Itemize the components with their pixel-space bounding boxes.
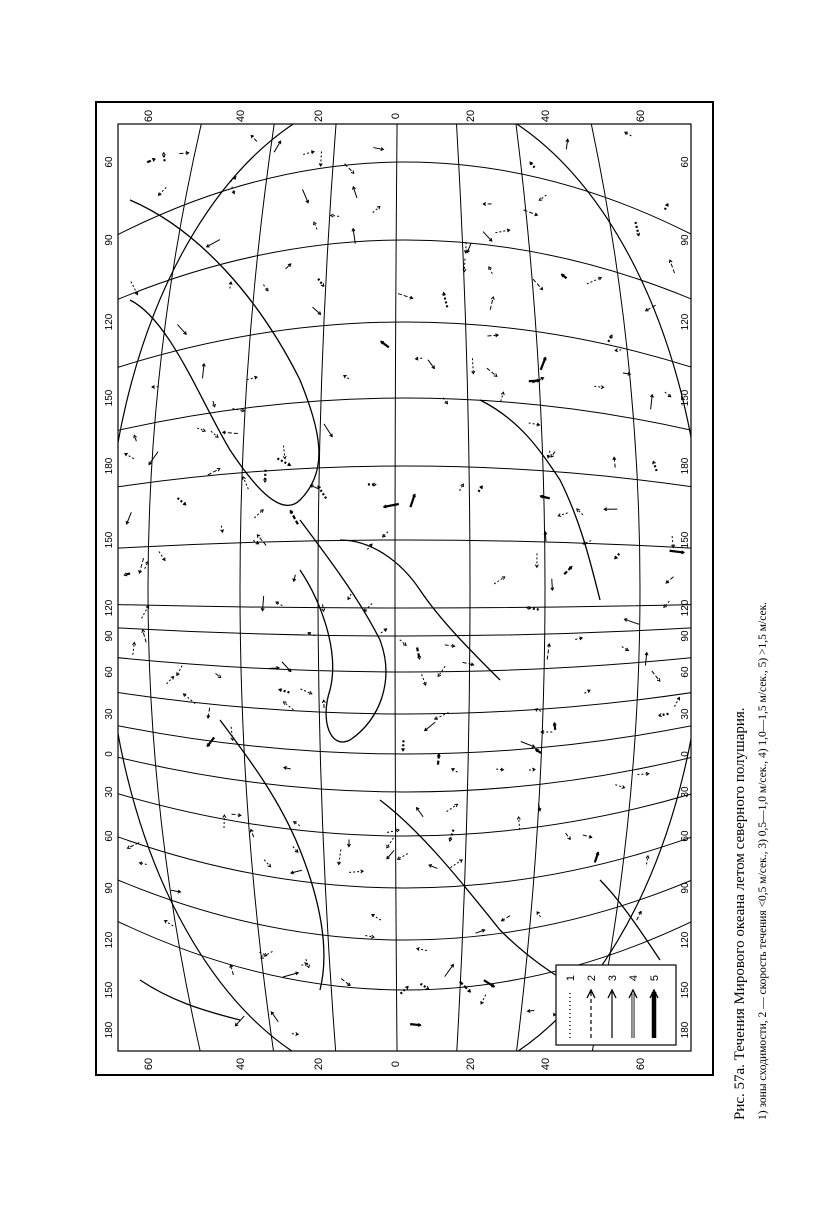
parallel-line <box>318 110 337 1070</box>
lat-label-bottom: 40 <box>540 1058 552 1070</box>
current-arrowhead <box>142 630 145 633</box>
map-outer-frame <box>96 102 713 1075</box>
current-arrowhead <box>127 846 130 849</box>
lon-label-left: 120 <box>104 599 115 616</box>
current-arrow <box>274 141 281 152</box>
current-arrowhead <box>283 456 286 459</box>
current-arrow <box>428 360 434 369</box>
caption-group <box>732 602 769 1120</box>
current-arrow <box>177 498 185 505</box>
current-arrow <box>282 662 291 672</box>
current-arrowhead <box>307 965 310 968</box>
current-arrow <box>302 189 308 202</box>
lat-label-top: 60 <box>143 110 155 122</box>
lon-label-right: 150 <box>680 981 691 998</box>
lon-label-left: 150 <box>104 531 115 548</box>
current-arrowhead <box>243 477 246 480</box>
lat-label-top: 0 <box>390 113 402 119</box>
meridian-line <box>110 834 700 888</box>
current-arrowhead <box>322 608 325 611</box>
meridian-line <box>110 755 700 792</box>
current-arrow <box>158 187 166 195</box>
current-arrow <box>261 951 272 958</box>
coastline <box>480 400 600 600</box>
current-arrowhead <box>331 214 334 217</box>
current-arrow <box>417 808 424 817</box>
current-arrow <box>159 551 165 560</box>
current-arrow <box>564 566 572 574</box>
current-arrow <box>387 838 394 848</box>
lon-label-left: 0 <box>104 751 115 757</box>
coastline <box>130 200 319 505</box>
lon-label-right: 90 <box>680 234 691 246</box>
meridian-line <box>110 398 700 432</box>
lon-label-right: 0 <box>680 751 691 757</box>
current-arrow <box>127 843 139 849</box>
current-arrow <box>533 279 542 290</box>
current-arrow <box>264 860 270 867</box>
current-arrow <box>243 477 248 489</box>
lon-label-right: 90 <box>680 882 691 894</box>
current-arrow <box>472 358 473 373</box>
current-arrow <box>666 577 673 583</box>
lat-label-bottom: 20 <box>313 1058 325 1070</box>
current-arrow <box>464 259 465 272</box>
caption-title: Рис. 57а. Течения Мирового океана летом северного полушария. <box>732 707 748 1120</box>
parallel-line <box>588 110 640 1070</box>
current-arrow <box>373 206 380 212</box>
current-arrow <box>284 702 294 710</box>
caption-legend: 1) зоны сходимости, 2 — скорость течения <0,5 м/сек., 3) 0,5—1,0 м/сек., 4) 1,0—1,5 м/сек., 5) >1,5 м/сек. <box>757 602 769 1120</box>
current-arrowhead <box>455 804 458 807</box>
lat-label-top: 20 <box>465 110 477 122</box>
meridian-line <box>110 240 700 303</box>
map-inner-frame <box>118 124 691 1051</box>
lon-label-right: 120 <box>680 931 691 948</box>
current-arrow <box>324 424 332 437</box>
lon-label-left: 90 <box>104 882 115 894</box>
lon-label-left: 120 <box>104 313 115 330</box>
meridian-line <box>110 691 700 714</box>
lon-label-right: 180 <box>680 1021 691 1038</box>
lon-label-left: 180 <box>104 1021 115 1038</box>
current-arrow <box>277 458 290 465</box>
current-arrow <box>398 854 408 860</box>
current-arrow <box>494 577 505 584</box>
current-arrow <box>587 278 601 284</box>
lon-label-right: 90 <box>680 630 691 642</box>
legend-number: 1 <box>565 975 577 981</box>
lon-label-right: 30 <box>680 708 691 720</box>
lon-label-left: 120 <box>104 931 115 948</box>
lon-label-left: 150 <box>104 981 115 998</box>
current-arrow <box>381 341 389 347</box>
current-arrow <box>290 511 297 525</box>
current-arrow <box>372 914 381 920</box>
current-arrow <box>403 740 404 751</box>
current-arrowhead <box>517 817 520 820</box>
current-arrow <box>541 357 546 369</box>
coastline <box>300 520 386 742</box>
lon-label-right: 150 <box>680 389 691 406</box>
meridian-line <box>110 877 700 940</box>
current-arrowhead <box>491 297 494 300</box>
current-arrow <box>625 619 639 624</box>
lat-label-bottom: 40 <box>235 1058 247 1070</box>
current-arrow <box>321 151 322 166</box>
current-arrow <box>577 509 583 515</box>
lon-label-right: 150 <box>680 531 691 548</box>
current-arrow <box>487 368 497 376</box>
current-arrow <box>312 307 320 314</box>
current-arrow <box>425 722 435 731</box>
meridian-line <box>110 657 700 672</box>
current-arrowhead <box>217 468 220 471</box>
current-arrowhead <box>646 856 649 859</box>
current-arrow <box>177 324 186 334</box>
meridian-line <box>110 724 700 754</box>
lon-label-right: 120 <box>680 599 691 616</box>
parallel-line <box>514 110 545 1070</box>
current-arrow <box>166 677 173 684</box>
lat-label-bottom: 60 <box>143 1058 155 1070</box>
current-arrow <box>142 606 149 619</box>
current-arrow <box>445 965 454 977</box>
lon-label-right: 60 <box>680 156 691 168</box>
lon-label-right: 60 <box>680 830 691 842</box>
current-arrow <box>652 671 660 681</box>
current-arrow <box>211 431 218 437</box>
meridian-line <box>110 627 700 636</box>
lon-label-left: 90 <box>104 234 115 246</box>
lon-label-left: 90 <box>104 630 115 642</box>
lat-label-top: 20 <box>313 110 325 122</box>
lat-label-top: 40 <box>540 110 552 122</box>
axis-labels <box>104 110 691 1070</box>
lon-label-right: 30 <box>680 786 691 798</box>
parallel-line <box>148 110 205 1070</box>
meridian-line <box>110 540 700 549</box>
parallel-line <box>240 110 276 1070</box>
graticule <box>105 88 705 1088</box>
current-arrow <box>207 737 214 746</box>
lon-label-right: 180 <box>680 457 691 474</box>
projection-outline <box>105 88 705 1088</box>
legend-number: 4 <box>628 975 640 981</box>
lon-label-right: 120 <box>680 313 691 330</box>
meridian-line <box>110 604 700 608</box>
current-arrow <box>387 850 394 858</box>
current-arrowhead <box>268 864 271 867</box>
legend-number: 3 <box>607 975 619 981</box>
parallel-line <box>456 110 470 1070</box>
current-arrowhead <box>426 986 429 989</box>
lon-label-left: 150 <box>104 389 115 406</box>
current-arrow <box>450 860 462 868</box>
lat-label-bottom: 60 <box>635 1058 647 1070</box>
lon-label-left: 60 <box>104 666 115 678</box>
lon-label-left: 30 <box>104 786 115 798</box>
current-arrow <box>235 1016 244 1026</box>
current-arrow <box>341 979 350 986</box>
meridian-line <box>110 466 700 488</box>
current-arrowhead <box>223 815 226 818</box>
current-arrowhead <box>501 392 504 395</box>
current-arrow <box>447 804 458 811</box>
current-arrowhead <box>257 535 260 538</box>
current-arrow <box>265 470 266 482</box>
lon-label-left: 60 <box>104 830 115 842</box>
lon-label-left: 60 <box>104 156 115 168</box>
meridian-line <box>110 791 700 836</box>
legend-number: 2 <box>586 975 598 981</box>
meridian-line <box>110 322 700 370</box>
current-arrow <box>283 973 298 977</box>
current-arrowhead <box>567 836 570 839</box>
lon-label-left: 180 <box>104 457 115 474</box>
meridian-line <box>110 162 700 239</box>
legend <box>556 965 676 1045</box>
coastline <box>140 980 240 1020</box>
current-arrow <box>207 240 220 247</box>
current-arrow <box>149 452 158 465</box>
current-arrow <box>271 1012 278 1022</box>
current-arrow <box>398 294 413 299</box>
lon-label-right: 60 <box>680 666 691 678</box>
current-arrow <box>208 469 220 475</box>
legend-number: 5 <box>649 975 661 981</box>
coastline <box>220 720 324 990</box>
lat-label-bottom: 0 <box>390 1061 402 1067</box>
lat-label-bottom: 20 <box>465 1058 477 1070</box>
current-arrow <box>521 742 535 747</box>
current-arrow <box>483 232 492 241</box>
current-arrow <box>670 260 675 273</box>
current-arrowhead <box>371 935 374 938</box>
current-arrow <box>254 510 263 518</box>
current-arrow <box>139 558 143 573</box>
lat-label-top: 60 <box>635 110 647 122</box>
lat-label-top: 40 <box>235 110 247 122</box>
parallel-line <box>395 110 397 1070</box>
lon-label-left: 30 <box>104 708 115 720</box>
